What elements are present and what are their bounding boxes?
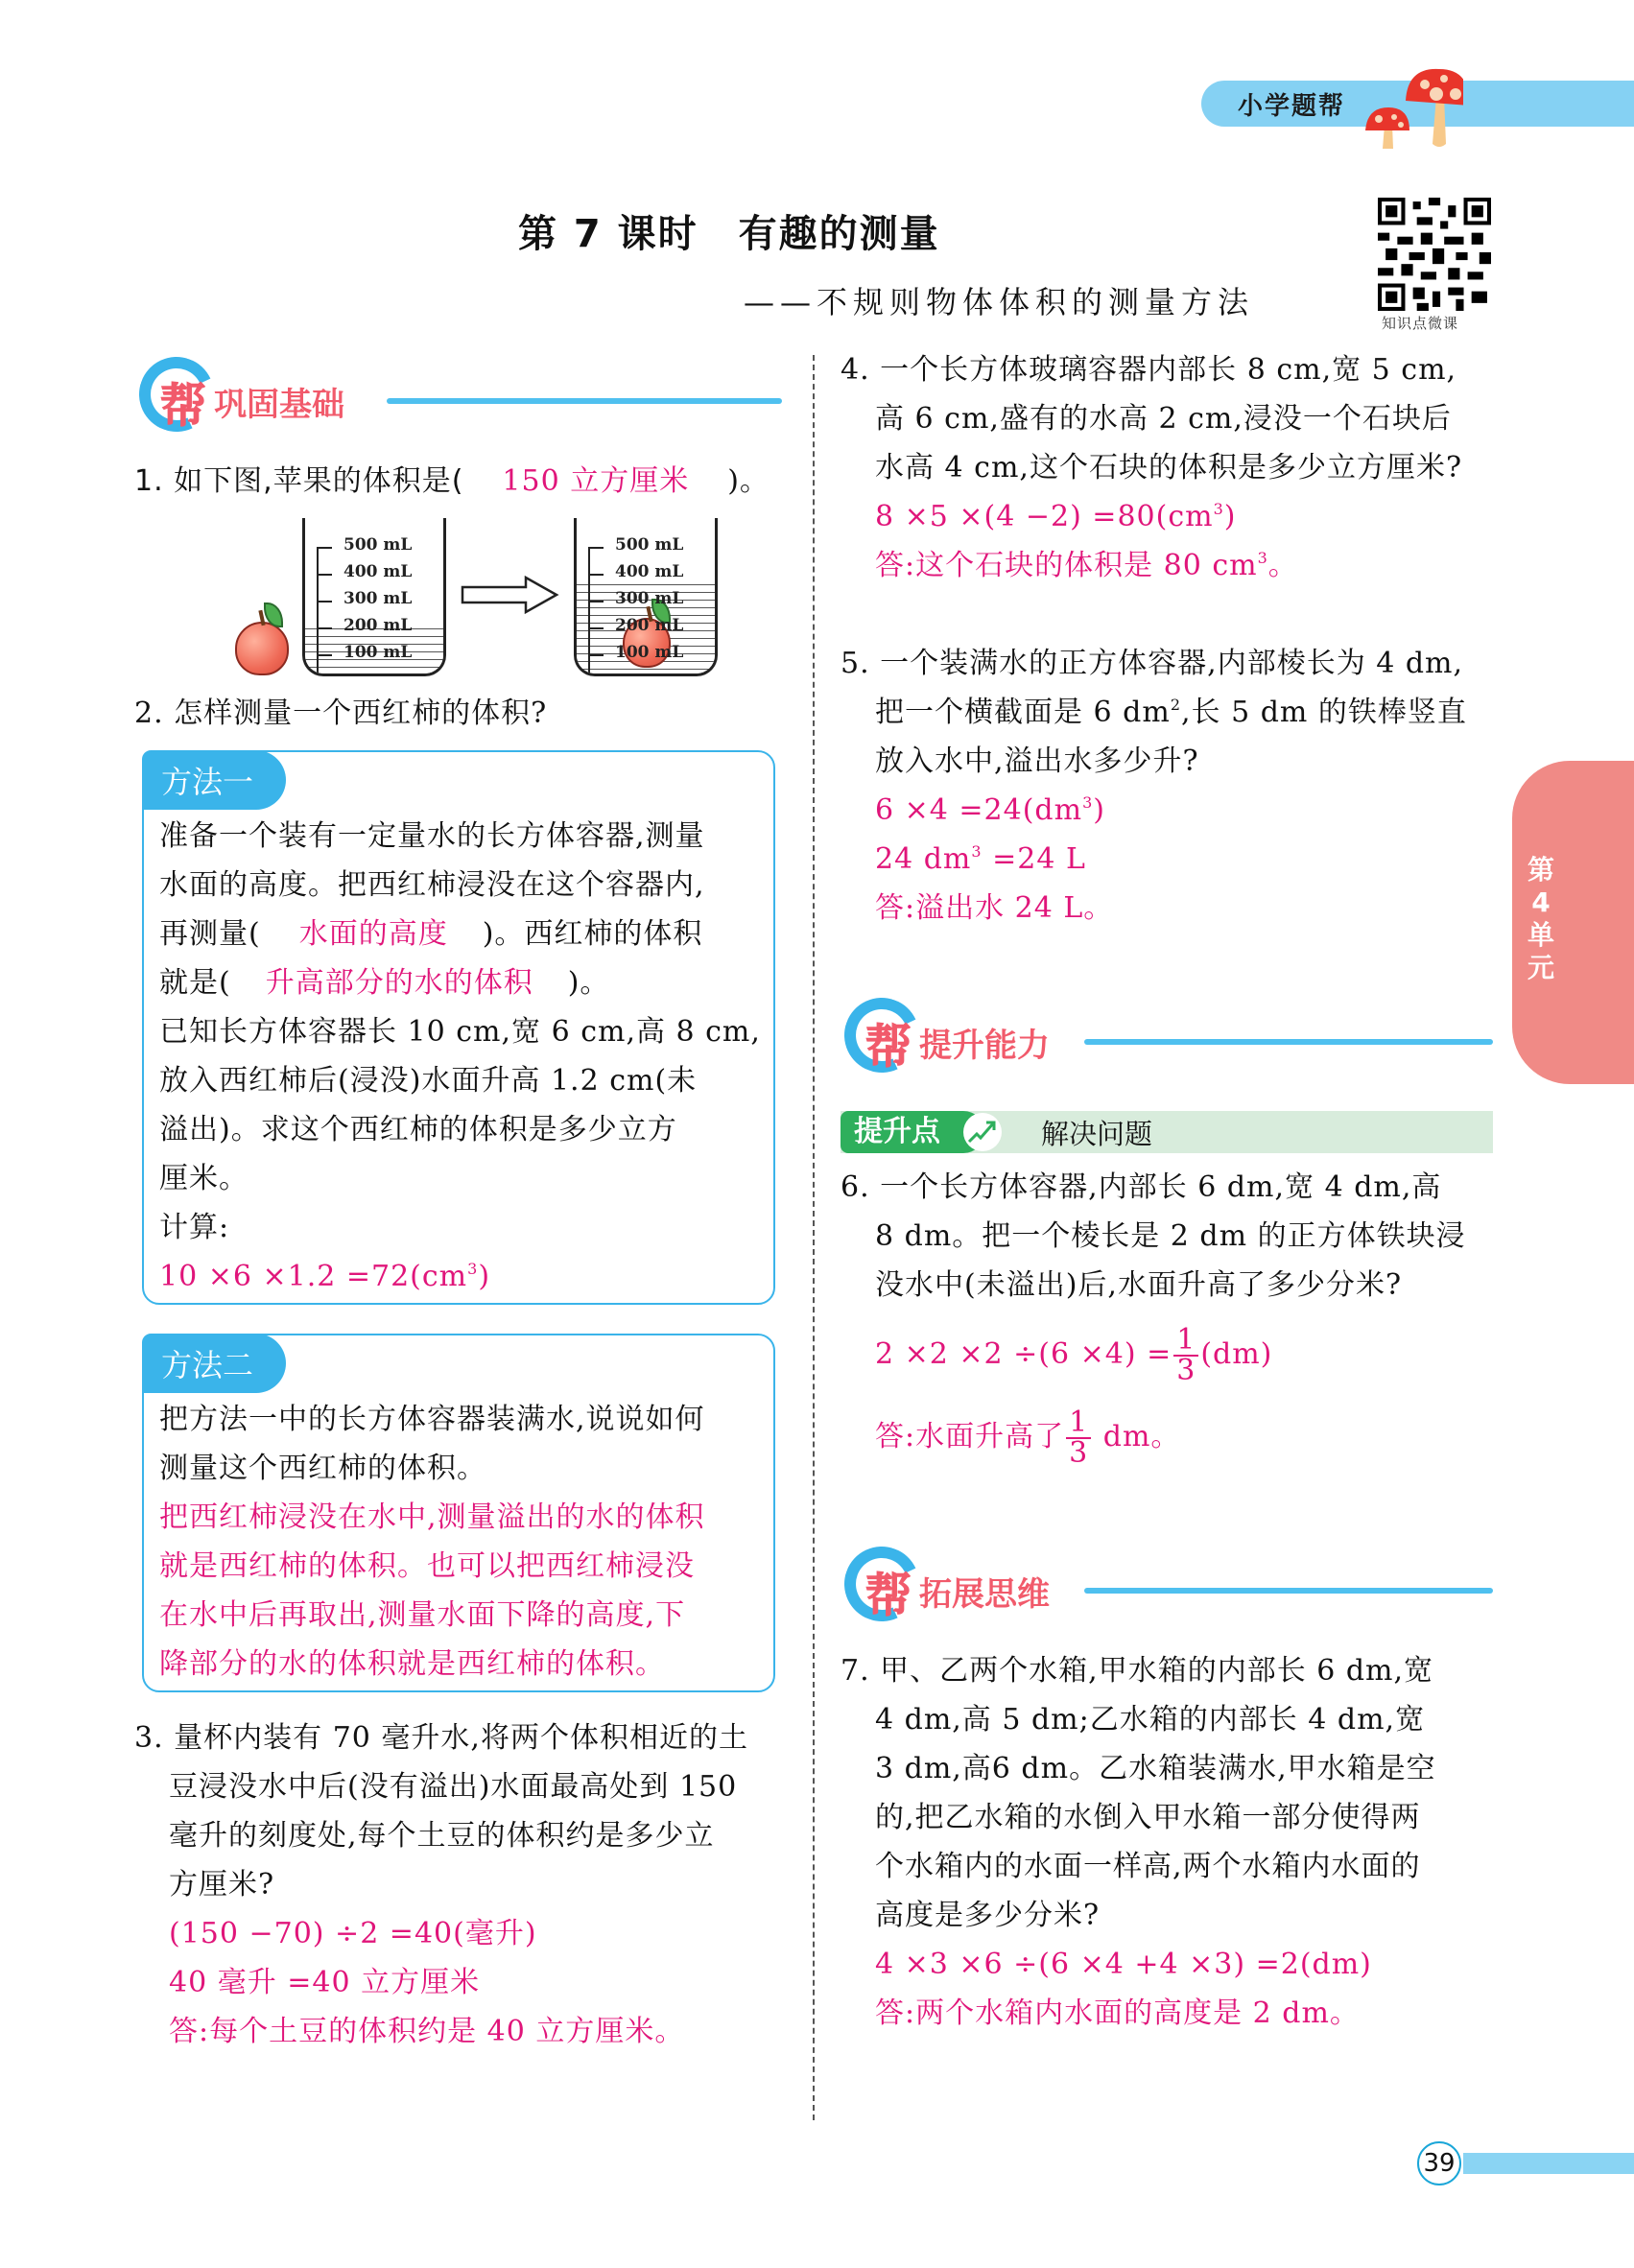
answer-blank: 水面的高度 (298, 917, 448, 951)
brand-name: 小学题帮 (1238, 92, 1346, 121)
method-2-box (142, 1334, 775, 1692)
page-subtitle: ——不规则物体体积的测量方法 (744, 284, 1255, 320)
fraction: $\frac{1}{3}$ (1066, 1408, 1091, 1468)
qr-code-icon[interactable] (1378, 198, 1491, 311)
method-1-tab: 方法一 (142, 750, 286, 810)
section-header-basics: 帮 巩固基础 (139, 357, 782, 443)
arrow-up-right-icon (961, 1113, 1006, 1151)
mushroom-icon (1348, 58, 1463, 149)
question-5: 5. 一个装满水的正方体容器,内部棱长为 4 dm, 把一个横截面是 6 $dm^2$,长 5 dm 的铁棒竖直 放入水中,溢出水多少升? $6 \times 4 =24(dm^3)$ 24 $dm^3 =24$ L 答:溢出水 24 L。 (841, 647, 1467, 925)
method-2-tab: 方法二 (142, 1334, 286, 1393)
question-7: 7. 甲、乙两个水箱,甲水箱的内部长 6 dm,宽 4 dm,高 5 dm;乙水箱的内部长 4 dm,宽 3 dm,高6 dm。乙水箱装满水,甲水箱是空 的,把乙水箱的水倒入甲水箱一部分使得两 个水箱内的水面一样高,两个水箱内水面的 高度是多少分米? 4 ×3 ×6 ÷(6 ×4 +4 ×3) =2(dm) 答:两个水箱内水面的高度是 2 dm。 (841, 1654, 1436, 2030)
apple-icon (235, 622, 289, 675)
method-1-calc: $10 \times 6 \times 1.2 =72(cm^3)$ (159, 1260, 491, 1293)
question-1: 1. 如下图,苹果的体积是( 150 立方厘米 )。 (134, 464, 770, 498)
arrow-right-icon (461, 576, 561, 614)
answer-blank: 升高部分的水的体积 (265, 966, 533, 1000)
beaker-before: 500 mL 400 mL 300 mL 200 mL 100 mL (302, 518, 446, 676)
question-6: 6. 一个长方体容器,内部长 6 dm,宽 4 dm,高 8 dm。把一个棱长是 2 dm 的正方体铁块浸 没水中(未溢出)后,水面升高了多少分米? 2 ×2 ×2 ÷(6 ×4) = $\frac{1}{3}$ (dm) 答:水面升高了 $\frac{1}{3}$ dm。 (841, 1170, 1466, 1470)
page-number: 39 (1417, 2141, 1461, 2185)
page-number-bar (1463, 2153, 1634, 2174)
column-divider (813, 355, 815, 2120)
qr-caption: 知识点微课 (1382, 315, 1459, 332)
section-rule (387, 398, 782, 404)
method-2-body: 把方法一中的长方体容器装满水,说说如何 测量这个西红柿的体积。 把西红柿浸没在水中,测量溢出的水的体积 就是西红柿的体积。也可以把西红柿浸没 在水中后再取出,测量水面下降的高度,下 降部分的水的体积就是西红柿的体积。 (159, 1403, 705, 1681)
beaker-after: 500 mL 400 mL 300 mL 200 mL 100 mL (574, 518, 718, 676)
method-1-body: 准备一个装有一定量水的长方体容器,测量 水面的高度。把西红柿浸没在这个容器内, 再测量( 水面的高度 )。西红柿的体积 就是( 升高部分的水的体积 )。 已知长方体容器长 10 cm,宽 6 cm,高 8 cm, 放入西红柿后(浸没)水面升高 1.2 cm(未 溢出)。求这个西红柿的体积是多少立方 厘米。 计算: $10 \times 6 \times 1.2 =72(cm^3)$ (159, 812, 761, 1301)
unit-label: 第 4 单 元 (1527, 854, 1554, 983)
fraction: $\frac{1}{3}$ (1173, 1326, 1198, 1385)
page-title: 第 7 课时 有趣的测量 (518, 212, 940, 256)
question-2: 2. 怎样测量一个西红柿的体积? (134, 697, 548, 730)
section-rule (1084, 1588, 1493, 1594)
section-header-improve: 帮 提升能力 (844, 998, 1493, 1084)
tip-topic: 解决问题 (1041, 1118, 1153, 1150)
section-rule (1084, 1039, 1493, 1045)
tip-badge: 提升点 (841, 1111, 984, 1153)
question-3: 3. 量杯内装有 70 毫升水,将两个体积相近的土 豆浸没水中后(没有溢出)水面最高处到 150 毫升的刻度处,每个土豆的体积约是多少立 方厘米? (150 −70) ÷2 =40(毫升) 40 毫升 =40 立方厘米 答:每个土豆的体积约是 40 立方厘米。 (134, 1721, 748, 2048)
section-header-expand: 帮 拓展思维 (844, 1547, 1493, 1633)
question-4: 4. 一个长方体玻璃容器内部长 8 cm,宽 5 cm, 高 6 cm,盛有的水高 2 cm,浸没一个石块后 水高 4 cm,这个石块的体积是多少立方厘米? $8 \times 5 \times(4 -2) =80(cm^3)$ 答:这个石块的体积是 80 $cm^3$。 (841, 353, 1463, 582)
method-1-box (142, 750, 775, 1305)
